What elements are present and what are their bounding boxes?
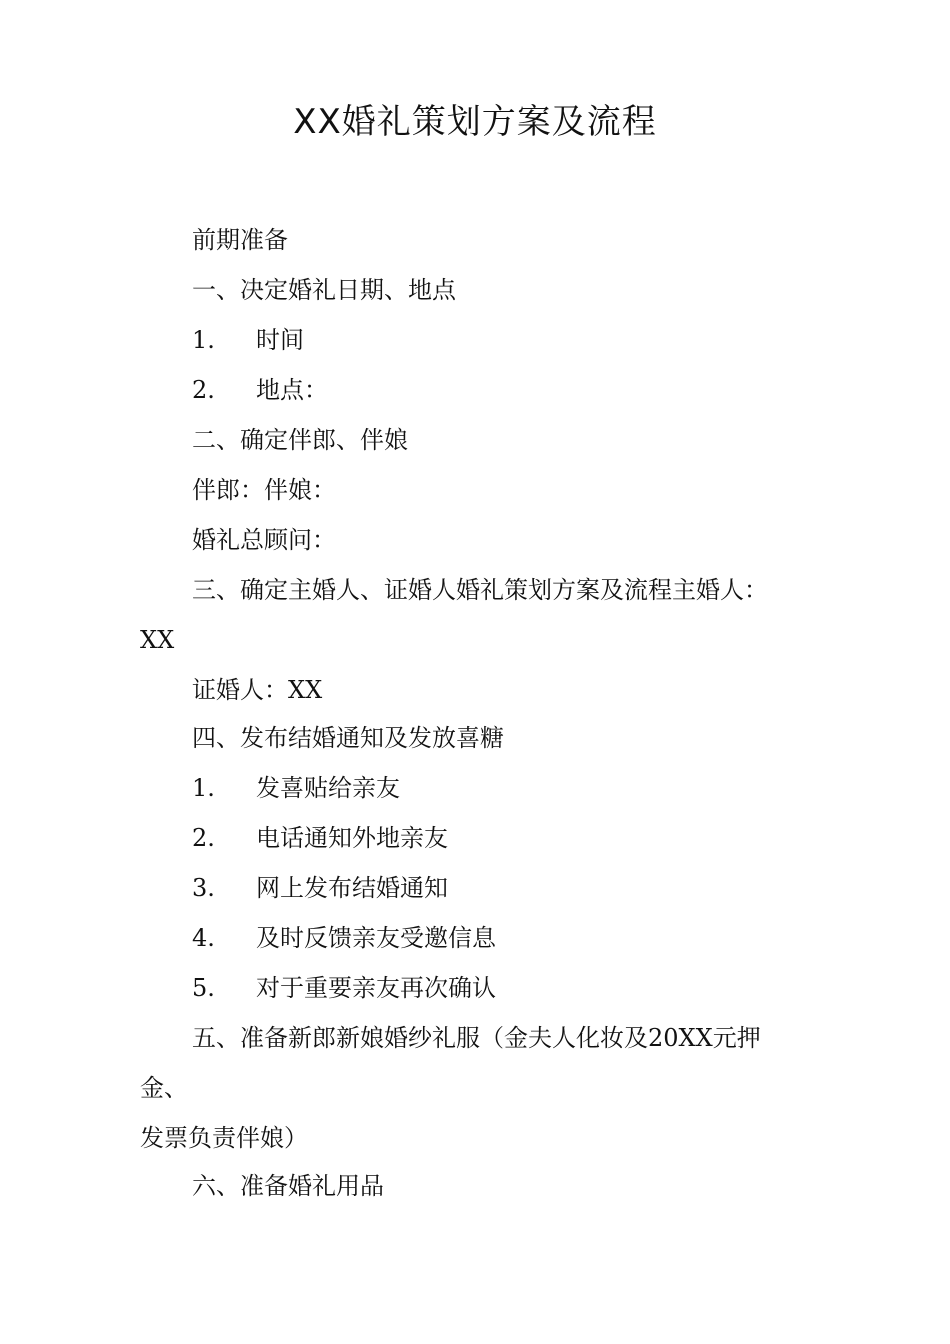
list-item: 2. 地点： [192,376,328,404]
paragraph-line: 婚礼总顾问： [192,526,336,554]
list-item: 1. 时间 [192,326,304,354]
document-title: XX婚礼策划方案及流程 [293,102,657,142]
section-heading: 三、确定主婚人、证婚人婚礼策划方案及流程主婚人： [192,576,768,604]
section-heading: 四、发布结婚通知及发放喜糖 [192,724,504,752]
paragraph-line: 金、 [140,1074,188,1102]
list-item: 1. 发喜贴给亲友 [192,774,400,802]
paragraph-line: 证婚人：XX [192,676,323,704]
section-heading: 前期准备 [192,226,288,254]
list-item: 5. 对于重要亲友再次确认 [192,974,496,1002]
paragraph-line: 发票负责伴娘） [140,1124,308,1152]
list-item: 3. 网上发布结婚通知 [192,874,448,902]
paragraph-line: 伴郎：伴娘： [192,476,336,504]
section-heading: 一、决定婚礼日期、地点 [192,276,456,304]
paragraph-line: XX [140,626,175,654]
section-heading: 六、准备婚礼用品 [192,1172,384,1200]
section-heading: 二、确定伴郎、伴娘 [192,426,408,454]
section-heading: 五、准备新郎新娘婚纱礼服（金夫人化妆及20XX元押 [192,1024,761,1052]
list-item: 2. 电话通知外地亲友 [192,824,448,852]
list-item: 4. 及时反馈亲友受邀信息 [192,924,496,952]
